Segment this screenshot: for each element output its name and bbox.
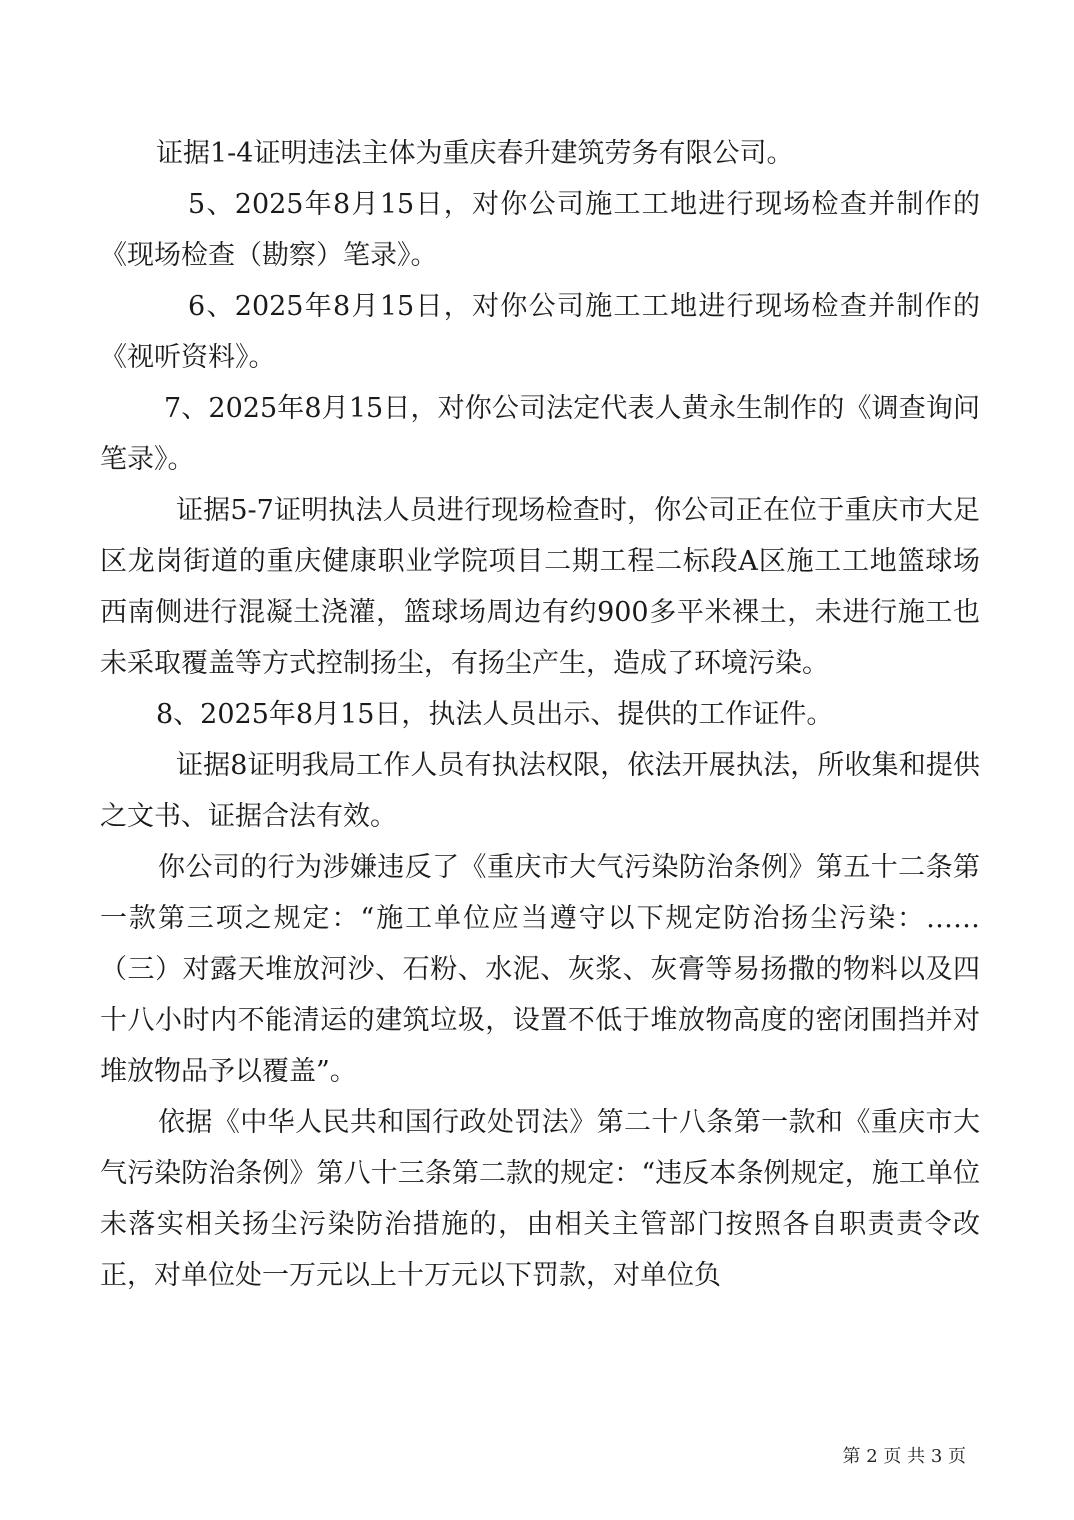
paragraph-evidence-7: 7、2025年8月15日，对你公司法定代表人黄永生制作的《调查询问笔录》。 — [100, 393, 980, 475]
paragraph-evidence-8: 8、2025年8月15日，执法人员出示、提供的工作证件。 — [156, 699, 834, 730]
page-number-footer: 第 2 页 共 3 页 — [842, 1446, 966, 1467]
paragraph-evidence-5: 5、2025年8月15日，对你公司施工工地进行现场检查并制作的《现场检查（勘察）笔录》。 — [100, 189, 980, 271]
paragraph-violation: 你公司的行为涉嫌违反了《重庆市大气污染防治条例》第五十二条第一款第三项之规定：“施工单位应当遵守以下规定防治扬尘污染：……（三）对露天堆放河沙、石粉、水泥、灰浆、灰膏等易扬撒的物料以及四十八小时内不能清运的建筑垃圾，设置不低于堆放物高度的密闭围挡并对堆放物品予以覆盖”。 — [100, 852, 980, 1087]
document-body — [100, 128, 980, 1301]
paragraph-legal-basis: 依据《中华人民共和国行政处罚法》第二十八条第一款和《重庆市大气污染防治条例》第八十三条第二款的规定：“违反本条例规定，施工单位未落实相关扬尘污染防治措施的，由相关主管部门按照各自职责责令改正，对单位处一万元以上十万元以下罚款，对单位负 — [100, 1107, 980, 1291]
paragraph-evidence-1-4: 证据1-4证明违法主体为重庆春升建筑劳务有限公司。 — [156, 138, 794, 169]
paragraph-evidence-8-summary: 证据8证明我局工作人员有执法权限，依法开展执法，所收集和提供之文书、证据合法有效。 — [100, 750, 980, 832]
paragraph-evidence-6: 6、2025年8月15日，对你公司施工工地进行现场检查并制作的《视听资料》。 — [100, 291, 980, 373]
paragraph-evidence-5-7-summary: 证据5-7证明执法人员进行现场检查时，你公司正在位于重庆市大足区龙岗街道的重庆健康职业学院项目二期工程二标段A区施工工地篮球场西南侧进行混凝土浇灌，篮球场周边有约900多平米裸土，未进行施工也未采取覆盖等方式控制扬尘，有扬尘产生，造成了环境污染。 — [100, 495, 980, 679]
